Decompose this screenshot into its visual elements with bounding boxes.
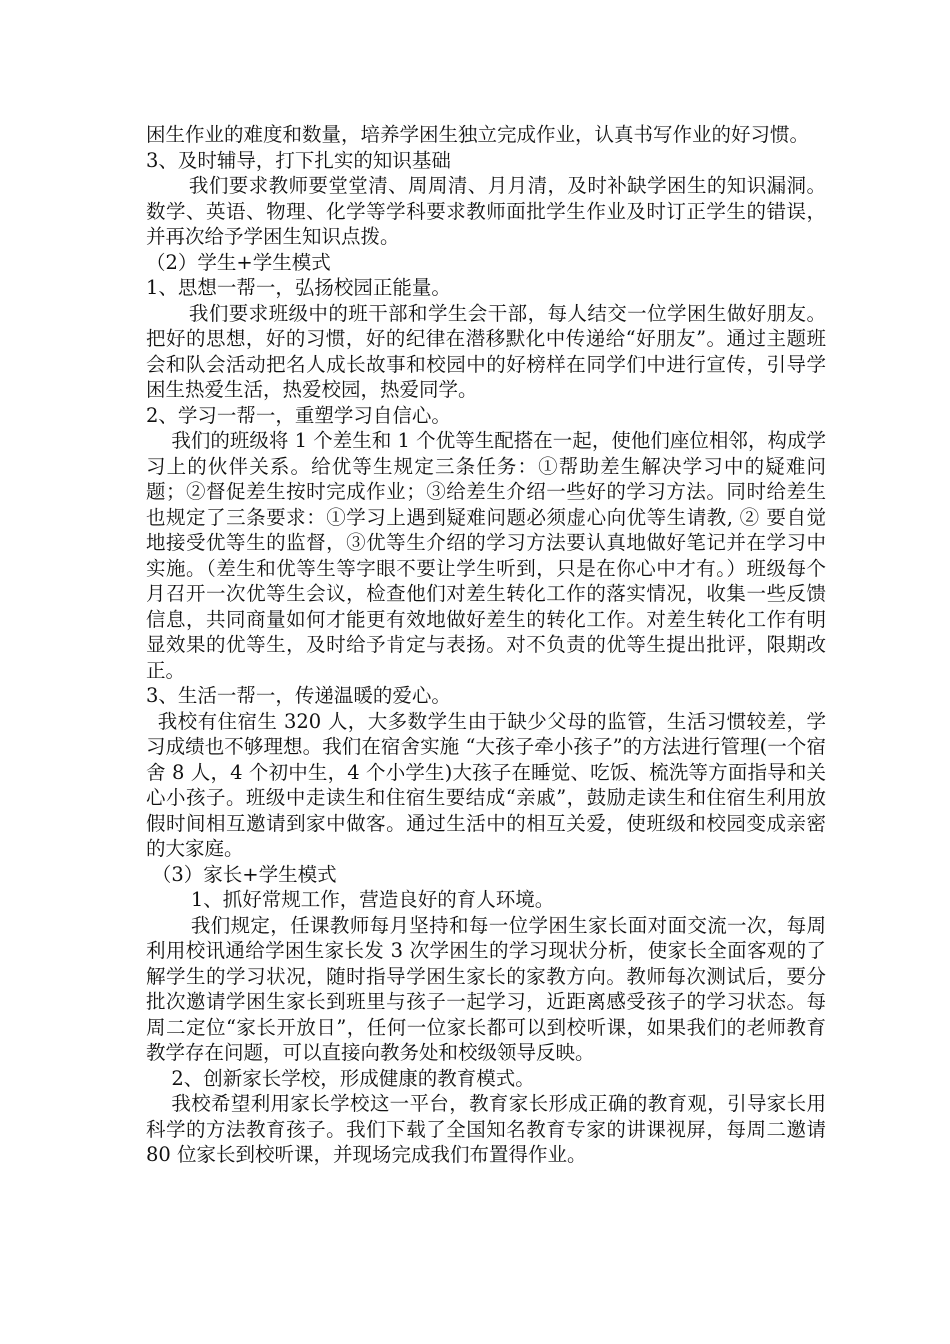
paragraph: 我校希望利用家长学校这一平台，教育家长形成正确的教育观，引导家长用科学的方法教育孩子。我们下载了全国知名教育专家的讲课视屏，每周二邀请 80 位家长到校听课，并现场完成我们布置得作业。 xyxy=(146,1092,826,1166)
paragraph: 我们规定，任课教师每月坚持和每一位学困生家长面对面交流一次，每周利用校讯通给学困生家长发 3 次学困生的学习现状分析，使家长全面客观的了解学生的学习状况，随时指导学困生家长的家教方向。教师每次测试后，要分批次邀请学困生家长到班里与孩子一起学习，近距离感受孩子的学习状态。每周二定位“家长开放日”，任何一位家长都可以到校听课，如果我们的老师教育教学存在问题，可以直接向教务处和校级领导反映。 xyxy=(146,913,826,1064)
section-heading: （3）家长+学生模式 xyxy=(151,862,337,886)
section-heading: 3、及时辅导，打下扎实的知识基础 xyxy=(146,148,451,172)
section-heading: 2、创新家长学校，形成健康的教育模式。 xyxy=(171,1066,535,1090)
paragraph: 困生作业的难度和数量，培养学困生独立完成作业，认真书写作业的好习惯。 xyxy=(146,123,810,146)
section-heading: 2、学习一帮一，重塑学习自信心。 xyxy=(146,403,451,427)
section-heading: （2）学生+学生模式 xyxy=(146,250,331,274)
paragraph: 我们要求教师要堂堂清、周周清、月月清，及时补缺学困生的知识漏洞。数学、英语、物理、化学等学科要求教师面批学生作业及时订正学生的错误，并再次给予学困生知识点拨。 xyxy=(146,174,826,248)
paragraph: 我们的班级将 1 个差生和 1 个优等生配搭在一起，使他们座位相邻，构成学习上的伙伴关系。给优等生规定三条任务：①帮助差生解决学习中的疑难问题；②督促差生按时完成作业；③给差生介绍一些好的学习方法。同时给差生也规定了三条要求：①学习上遇到疑难问题必须虚心向优等生请教, ② 要自觉地接受优等生的监督，③优等生介绍的学习方法要认真地做好笔记并在学习中实施。（差生和优等生等字眼不要让学生听到，只是在你心中才有。）班级每个月召开一次优等生会议，检查他们对差生转化工作的落实情况，收集一些反馈信息，共同商量如何才能更有效地做好差生的转化工作。对差生转化工作有明显效果的优等生，及时给予肯定与表扬。对不负责的优等生提出批评，限期改正。 xyxy=(146,429,826,682)
section-heading: 1、抓好常规工作，营造良好的育人环境。 xyxy=(190,888,555,911)
section-heading: 3、生活一帮一，传递温暖的爱心。 xyxy=(146,684,451,707)
paragraph: 我们要求班级中的班干部和学生会干部，每人结交一位学困生做好朋友。把好的思想，好的习惯，好的纪律在潜移默化中传递给“好朋友”。通过主题班会和队会活动把名人成长故事和校园中的好榜样在同学们中进行宣传，引导学困生热爱生活，热爱校园，热爱同学。 xyxy=(146,301,826,401)
paragraph: 我校有住宿生 320 人，大多数学生由于缺少父母的监管，生活习惯较差，学习成绩也不够理想。我们在宿舍实施 “大孩子牵小孩子”的方法进行管理(一个宿舍 8 人，4 个初中生，4 个小学生)大孩子在睡觉、吃饭、梳洗等方面指导和关心小孩子。班级中走读生和住宿生要结成“亲戚”，鼓励走读生和住宿生利用放假时间相互邀请到家中做客。通过生活中的相互关爱，使班级和校园变成亲密的大家庭。 xyxy=(146,709,826,860)
section-heading: 1、思想一帮一，弘扬校园正能量。 xyxy=(146,276,451,299)
document-body xyxy=(146,122,826,1168)
